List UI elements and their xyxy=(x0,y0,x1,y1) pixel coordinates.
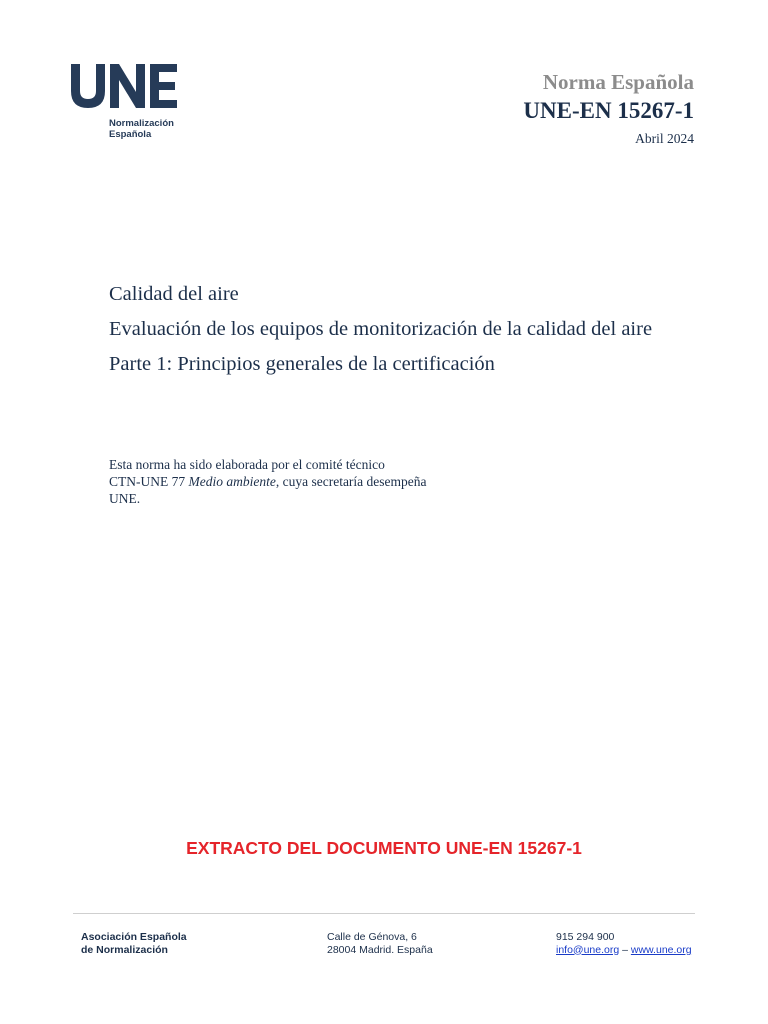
website-link[interactable]: www.une.org xyxy=(630,943,692,956)
norma-code: UNE-EN 15267-1 xyxy=(523,98,694,123)
committee-name: Medio ambiente xyxy=(188,474,276,489)
logo-subtitle-line2: Española xyxy=(109,129,152,140)
committee-statement xyxy=(109,456,509,507)
committee-code: CTN-UNE 77 xyxy=(109,474,186,489)
document-header xyxy=(523,68,694,150)
address-line-1: Calle de Génova, 6 xyxy=(327,931,417,943)
footer-organization xyxy=(81,931,187,956)
une-logo xyxy=(71,64,191,144)
org-line-1: Asociación Española xyxy=(81,931,187,943)
footer-address xyxy=(327,931,433,956)
publication-date: Abril 2024 xyxy=(635,131,694,146)
committee-line-2 xyxy=(109,473,509,490)
document-titles xyxy=(109,281,699,386)
contact-separator: – xyxy=(622,943,628,956)
footer-contact xyxy=(556,931,692,956)
org-line-2: de Normalización xyxy=(81,943,168,956)
footer-divider xyxy=(73,913,695,914)
title-line-2: Evaluación de los equipos de monitorización de la calidad del aire xyxy=(109,318,653,340)
committee-line-1: Esta norma ha sido elaborada por el comité técnico xyxy=(109,457,385,472)
logo-subtitle-line1: Normalización xyxy=(109,118,174,129)
title-line-1: Calidad del aire xyxy=(109,283,239,305)
une-logo-subtitle xyxy=(109,118,174,140)
committee-line-3: UNE. xyxy=(109,491,141,506)
phone-number: 915 294 900 xyxy=(556,931,615,943)
une-logo-mark xyxy=(71,64,177,108)
norma-label: Norma Española xyxy=(542,70,694,94)
committee-line-2-rest: , cuya secretaría desempeña xyxy=(275,474,427,489)
address-line-2: 28004 Madrid. España xyxy=(327,943,433,956)
title-line-3: Parte 1: Principios generales de la certificación xyxy=(109,353,495,375)
extract-notice: EXTRACTO DEL DOCUMENTO UNE-EN 15267-1 xyxy=(186,838,582,858)
contact-links xyxy=(556,944,692,957)
email-link[interactable]: info@une.org xyxy=(556,943,620,956)
